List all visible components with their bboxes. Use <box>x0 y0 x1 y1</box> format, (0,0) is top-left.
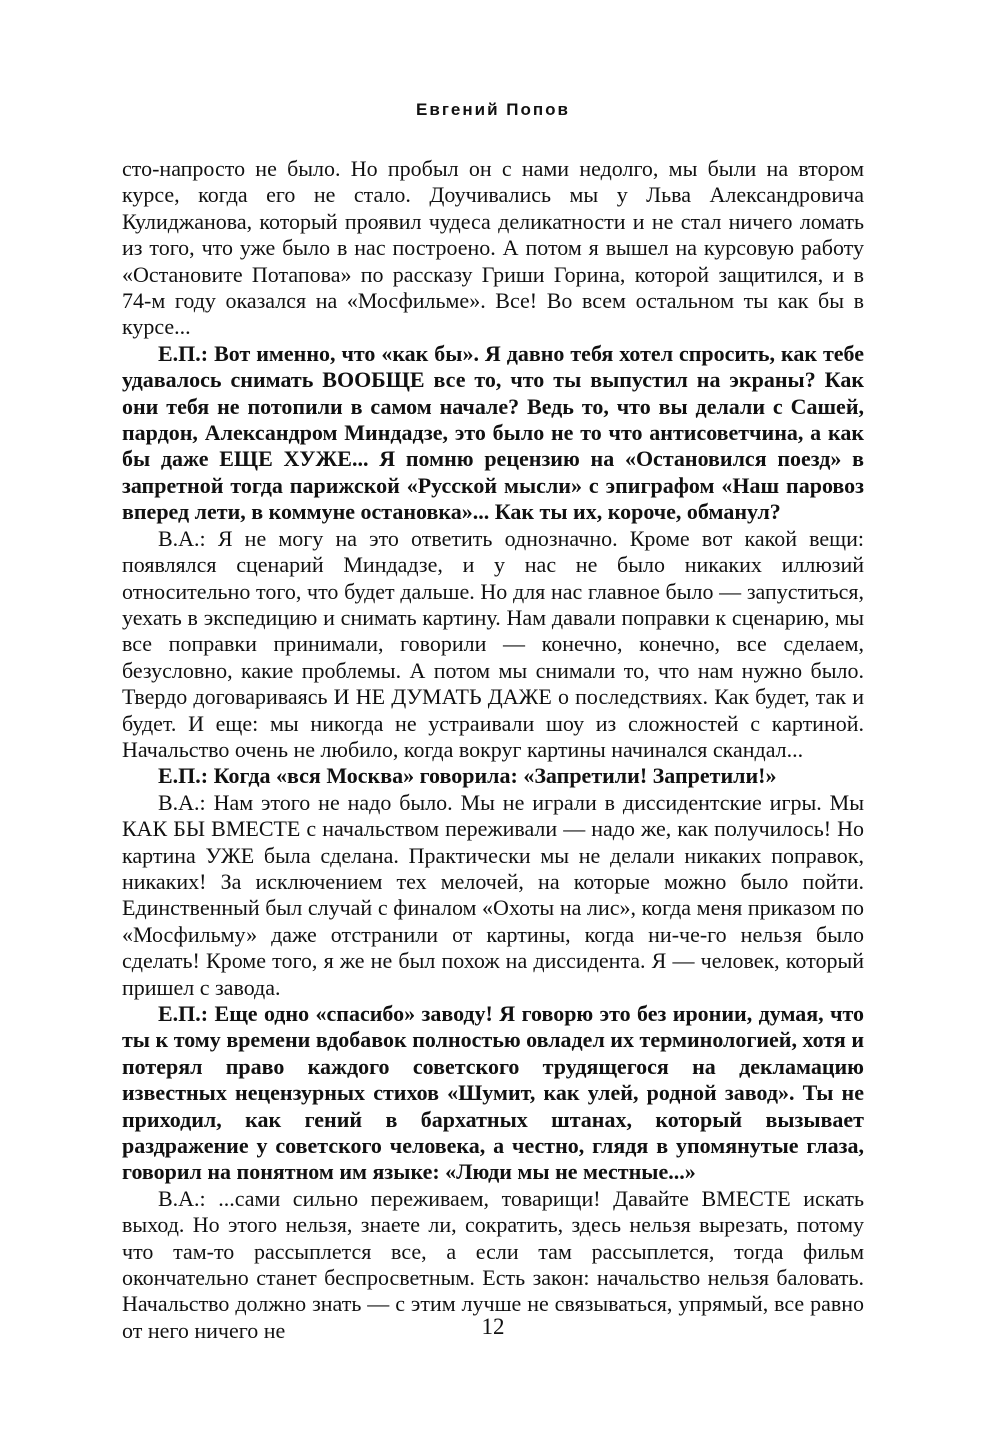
paragraph-text: Нам этого не надо было. Мы не играли в диссидентские игры. Мы КАК БЫ ВМЕСТЕ с начальством переживали — надо же, как получилось! Но картина УЖЕ была сделана. Практически мы не делали никаких поправок, никаких! За исключением тех мелочей, на которые можно было пойти. Единственный был случай с финалом «Охоты на лис», когда меня приказом по «Мосфильму» даже отстранили от картины, когда ни-че-го нельзя было сделать! Кроме того, я же не был похож на диссидента. Я — человек, который пришел с завода. <box>122 789 864 1000</box>
paragraph <box>122 156 864 341</box>
paragraph-text: сто-напросто не было. Но пробыл он с нами недолго, мы были на втором курсе, когда его не стало. Доучивались мы у Льва Александровича Кулиджанова, который проявил чудеса деликатности и не стал ничего ломать из того, что уже было в нас построено. А потом я вышел на курсовую работу «Остановите Потапова» по рассказу Гриши Горина, которой защитился, и в 74-м году оказался на «Мосфильме». Все! Во всем остальном ты как бы в курсе... <box>122 156 864 340</box>
speaker-label: Е.П.: <box>158 1001 209 1026</box>
paragraph-text: Еще одно «спасибо» заводу! Я говорю это без иронии, думая, что ты к тому времени вдобавок полностью овладел их терминологией, хотя и потерял право каждого советского трудящегося на декламацию известных нецензурных стихов «Шумит, как улей, родной завод». Ты не приходил, как гений в бархатных штанах, который вызывает раздражение у советского человека, а честно, глядя в упомянутые глаза, говорил на понятном им языке: «Люди мы не местные...» <box>122 1001 864 1185</box>
speaker-label: В.А.: <box>158 1185 206 1211</box>
body-text <box>122 156 864 1344</box>
question-paragraph <box>122 763 864 789</box>
speaker-label: Е.П.: <box>158 340 209 366</box>
speaker-label: В.А.: <box>158 789 206 815</box>
page-number: 12 <box>481 1314 505 1339</box>
paragraph-text: ...сами сильно переживаем, товарищи! Давайте ВМЕСТЕ искать выход. Но этого нельзя, знаете ли, сократить, здесь нельзя вырезать, потому что там-то рассыплется все, а если там рассыплется, тогда фильм окончательно станет беспросветным. Есть закон: начальство нельзя баловать. Начальство должно знать — с этим лучше не связываться, упрямый, все равно от него ничего не <box>122 1185 865 1343</box>
paragraph-text: Вот именно, что «как бы». Я давно тебя хотел спросить, как тебе удавалось снимать ВООБЩЕ все то, что ты выпустил на экраны? Как они тебя не потопили в самом начале? Ведь то, что вы делали с Сашей, пардон, Александром Миндадзе, это было не то что антисоветчина, а как бы даже ЕЩЕ ХУЖЕ... Я помню рецензию на «Остановился поезд» в запретной тогда парижской «Русской мысли» с эпиграфом «Наш паровоз вперед лети, в коммуне остановка»... Как ты их, короче, обманул? <box>122 340 864 525</box>
paragraph-text: Когда «вся Москва» говорила: «Запретили! Запретили!» <box>213 763 777 789</box>
speaker-label: В.А.: <box>158 525 206 551</box>
answer-paragraph <box>122 790 864 1001</box>
question-paragraph <box>122 341 864 526</box>
answer-paragraph <box>122 526 864 764</box>
running-head: Евгений Попов <box>416 100 570 119</box>
paragraph-text: Я не могу на это ответить однозначно. Кроме вот какой вещи: появлялся сценарий Миндадзе, и у нас не было никаких иллюзий относительно того, что будет дальше. Но для нас главное было — запуститься, уехать в экспедицию и снимать картину. Нам давали поправки к сценарию, мы все поправки принимали, говорили — конечно, конечно, все сделаем, безусловно, какие проблемы. А потом мы снимали то, что нам нужно было. Твердо договариваясь И НЕ ДУМАТЬ ДАЖЕ о последствиях. Как будет, так и будет. И еще: мы никогда не устраивали шоу из сложностей с картиной. Начальство очень не любило, когда вокруг картины начинался скандал... <box>122 525 865 762</box>
question-paragraph <box>122 1001 864 1186</box>
speaker-label: Е.П.: <box>158 763 209 789</box>
